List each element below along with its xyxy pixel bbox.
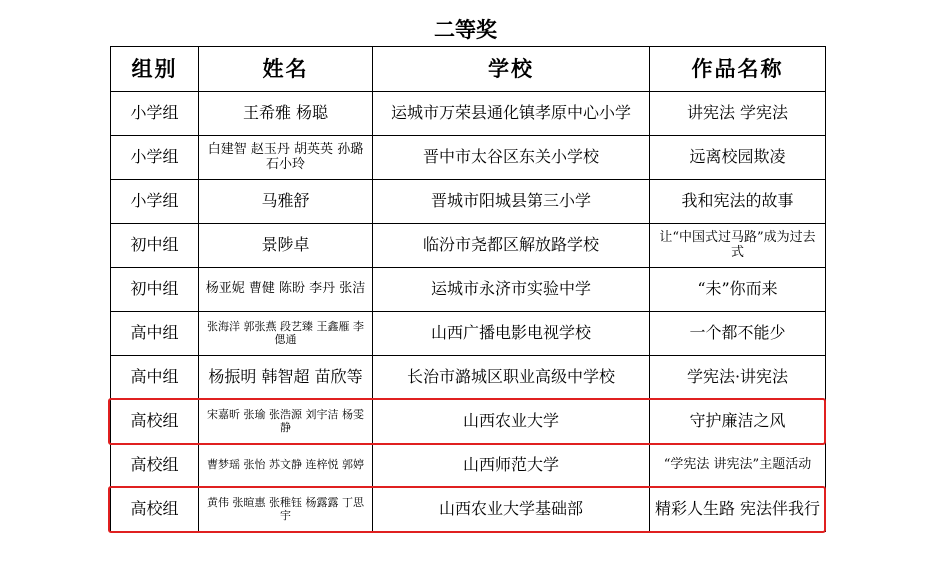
- table-row: [111, 444, 826, 488]
- table-row: [111, 400, 826, 444]
- group-cell: 高中组: [111, 356, 199, 400]
- names-cell: 景陟卓: [199, 224, 373, 268]
- group-cell: 高中组: [111, 312, 199, 356]
- school-cell: 山西广播电影电视学校: [373, 312, 650, 356]
- names-cell: 张海洋 郭张燕 段艺臻 王鑫雁 李偲通: [199, 312, 373, 356]
- school-cell: 长治市潞城区职业高级中学校: [373, 356, 650, 400]
- work-cell: “学宪法 讲宪法”主题活动: [650, 444, 826, 488]
- names-cell: 曹梦瑶 张怡 苏文静 连梓悦 郭婷: [199, 444, 373, 488]
- names-cell: 黄伟 张暄惠 张稚钰 杨露露 丁思宇: [199, 488, 373, 532]
- work-cell: 精彩人生路 宪法伴我行: [650, 488, 826, 532]
- school-cell: 山西农业大学: [373, 400, 650, 444]
- work-cell: 让“中国式过马路”成为过去式: [650, 224, 826, 268]
- names-cell: 杨振明 韩智超 苗欣等: [199, 356, 373, 400]
- work-cell: 远离校园欺凌: [650, 136, 826, 180]
- header-school: 学校: [373, 47, 650, 92]
- school-cell: 临汾市尧都区解放路学校: [373, 224, 650, 268]
- award-title: 二等奖: [434, 18, 497, 42]
- table-row: [111, 312, 826, 356]
- work-cell: 学宪法·讲宪法: [650, 356, 826, 400]
- names-cell: 宋嘉昕 张瑜 张浩源 刘宇洁 杨雯静: [199, 400, 373, 444]
- table-row: [111, 136, 826, 180]
- names-cell: 白建智 赵玉丹 胡英英 孙璐 石小玲: [199, 136, 373, 180]
- table-row: [111, 488, 826, 532]
- work-cell: 我和宪法的故事: [650, 180, 826, 224]
- work-cell: 守护廉洁之风: [650, 400, 826, 444]
- header-work: 作品名称: [650, 47, 826, 92]
- header-row: [111, 47, 826, 92]
- group-cell: 小学组: [111, 136, 199, 180]
- work-cell: “未”你而来: [650, 268, 826, 312]
- school-cell: 运城市永济市实验中学: [373, 268, 650, 312]
- group-cell: 初中组: [111, 268, 199, 312]
- table-row: [111, 180, 826, 224]
- names-cell: 王希雅 杨聪: [199, 92, 373, 136]
- school-cell: 山西农业大学基础部: [373, 488, 650, 532]
- school-cell: 山西师范大学: [373, 444, 650, 488]
- table-row: [111, 224, 826, 268]
- school-cell: 运城市万荣县通化镇孝原中心小学: [373, 92, 650, 136]
- table-row: [111, 356, 826, 400]
- group-cell: 高校组: [111, 444, 199, 488]
- work-cell: 讲宪法 学宪法: [650, 92, 826, 136]
- names-cell: 杨亚妮 曹健 陈盼 李丹 张洁: [199, 268, 373, 312]
- table-row: [111, 92, 826, 136]
- header-group: 组别: [111, 47, 199, 92]
- table-row: [111, 268, 826, 312]
- group-cell: 高校组: [111, 400, 199, 444]
- header-names: 姓名: [199, 47, 373, 92]
- group-cell: 初中组: [111, 224, 199, 268]
- award-table: [110, 46, 826, 532]
- work-cell: 一个都不能少: [650, 312, 826, 356]
- group-cell: 小学组: [111, 92, 199, 136]
- school-cell: 晋中市太谷区东关小学校: [373, 136, 650, 180]
- names-cell: 马雅舒: [199, 180, 373, 224]
- group-cell: 高校组: [111, 488, 199, 532]
- school-cell: 晋城市阳城县第三小学: [373, 180, 650, 224]
- group-cell: 小学组: [111, 180, 199, 224]
